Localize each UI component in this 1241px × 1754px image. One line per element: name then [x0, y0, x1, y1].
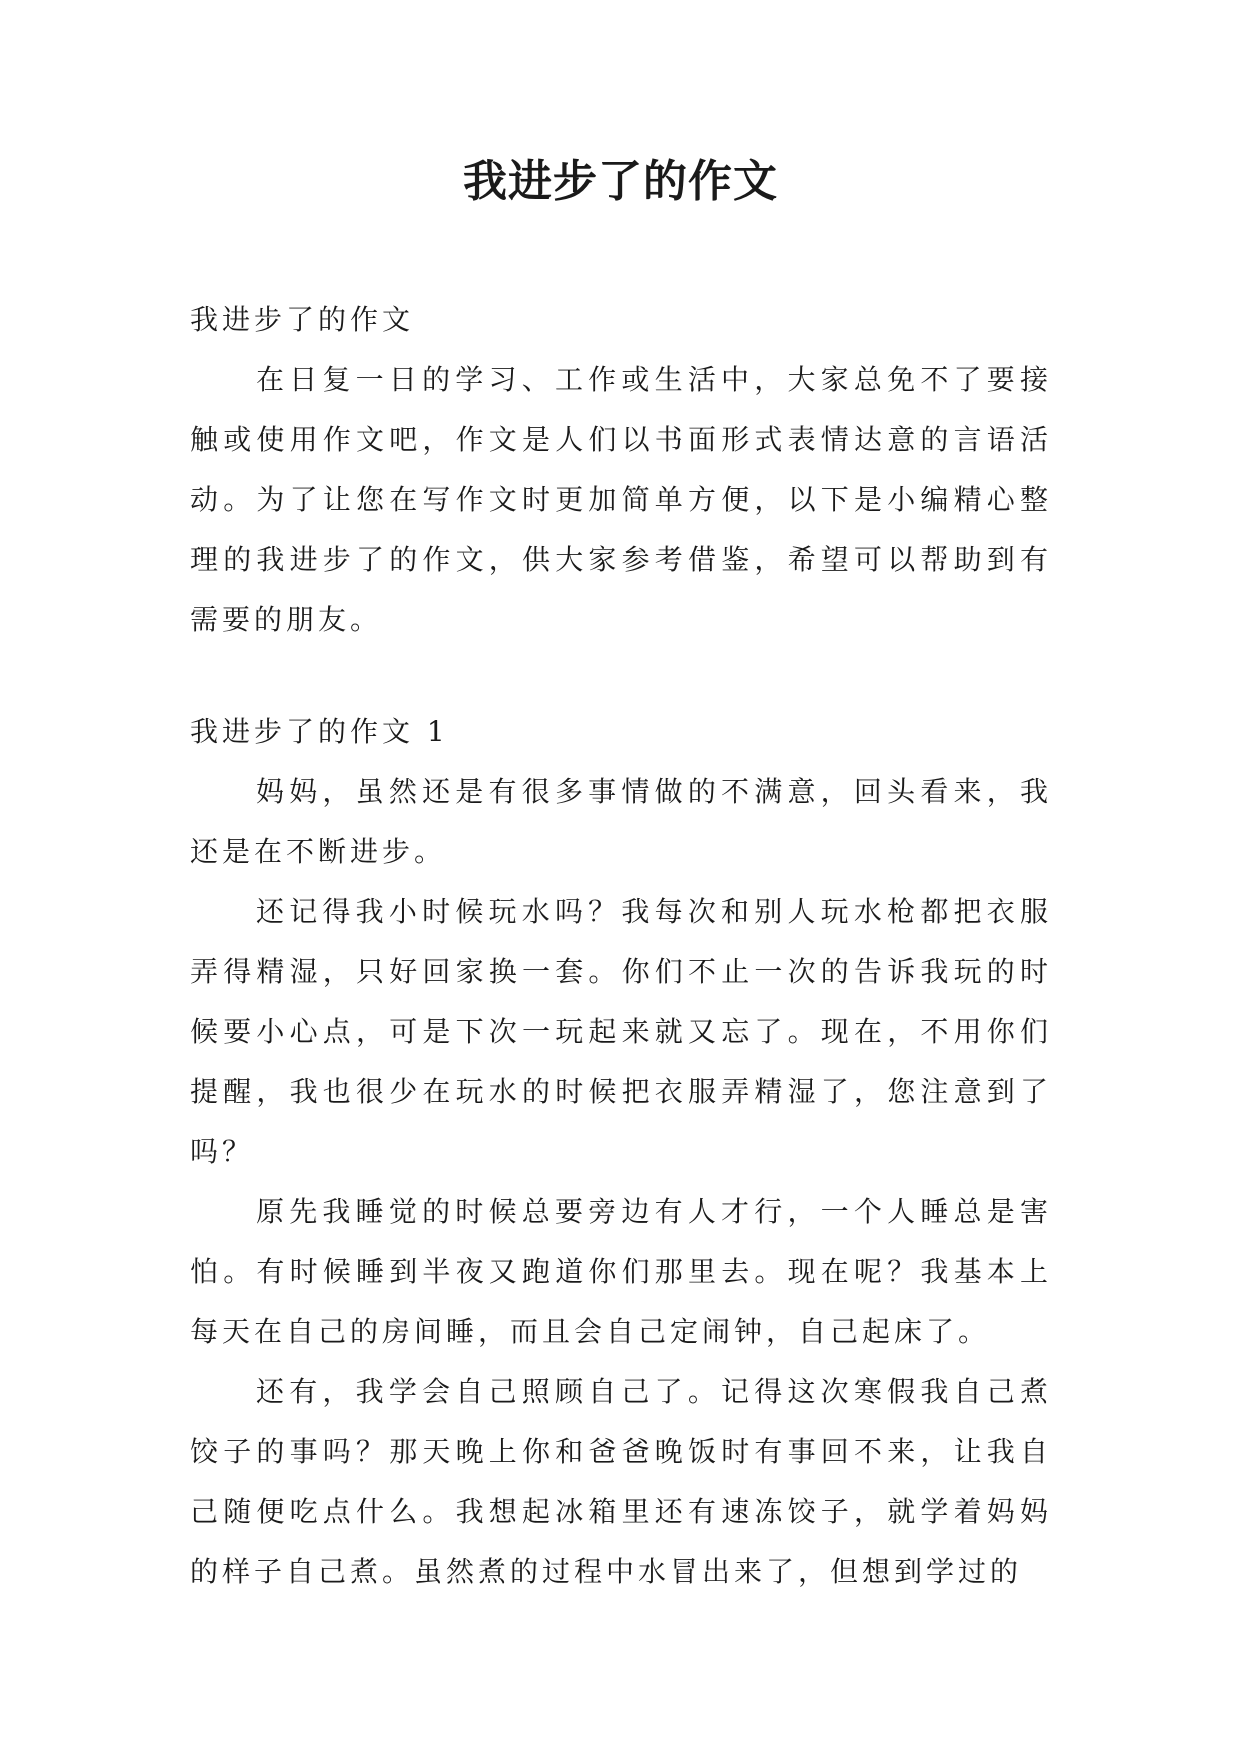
essay-1-paragraph-3: 原先我睡觉的时候总要旁边有人才行，一个人睡总是害怕。有时候睡到半夜又跑道你们那里去。现在呢？我基本上每天在自己的房间睡，而且会自己定闹钟，自己起床了。	[190, 1195, 1052, 1348]
essay-1-paragraph-1: 妈妈，虽然还是有很多事情做的不满意，回头看来，我还是在不断进步。	[190, 775, 1052, 868]
essay-1-paragraph-4: 还有，我学会自己照顾自己了。记得这次寒假我自己煮饺子的事吗？那天晚上你和爸爸晚饭时有事回不来，让我自己随便吃点什么。我想起冰箱里还有速冻饺子，就学着妈妈的样子自己煮。虽然煮的过程中水冒出来了，但想到学过的	[190, 1375, 1052, 1588]
document-body	[190, 290, 1052, 1602]
intro-paragraph: 在日复一日的学习、工作或生活中，大家总免不了要接触或使用作文吧，作文是人们以书面形式表情达意的言语活动。为了让您在写作文时更加简单方便，以下是小编精心整理的我进步了的作文，供大家参考借鉴，希望可以帮助到有需要的朋友。	[190, 363, 1052, 636]
document-title: 我进步了的作文	[463, 156, 778, 207]
intro-heading: 我进步了的作文	[190, 303, 415, 336]
section-spacer	[190, 650, 1052, 702]
essay-1-paragraph-2: 还记得我小时候玩水吗？我每次和别人玩水枪都把衣服弄得精湿，只好回家换一套。你们不止一次的告诉我玩的时候要小心点，可是下次一玩起来就又忘了。现在，不用你们提醒，我也很少在玩水的时候把衣服弄精湿了，您注意到了吗？	[190, 895, 1052, 1168]
essay-1-heading: 我进步了的作文 1	[190, 715, 449, 748]
